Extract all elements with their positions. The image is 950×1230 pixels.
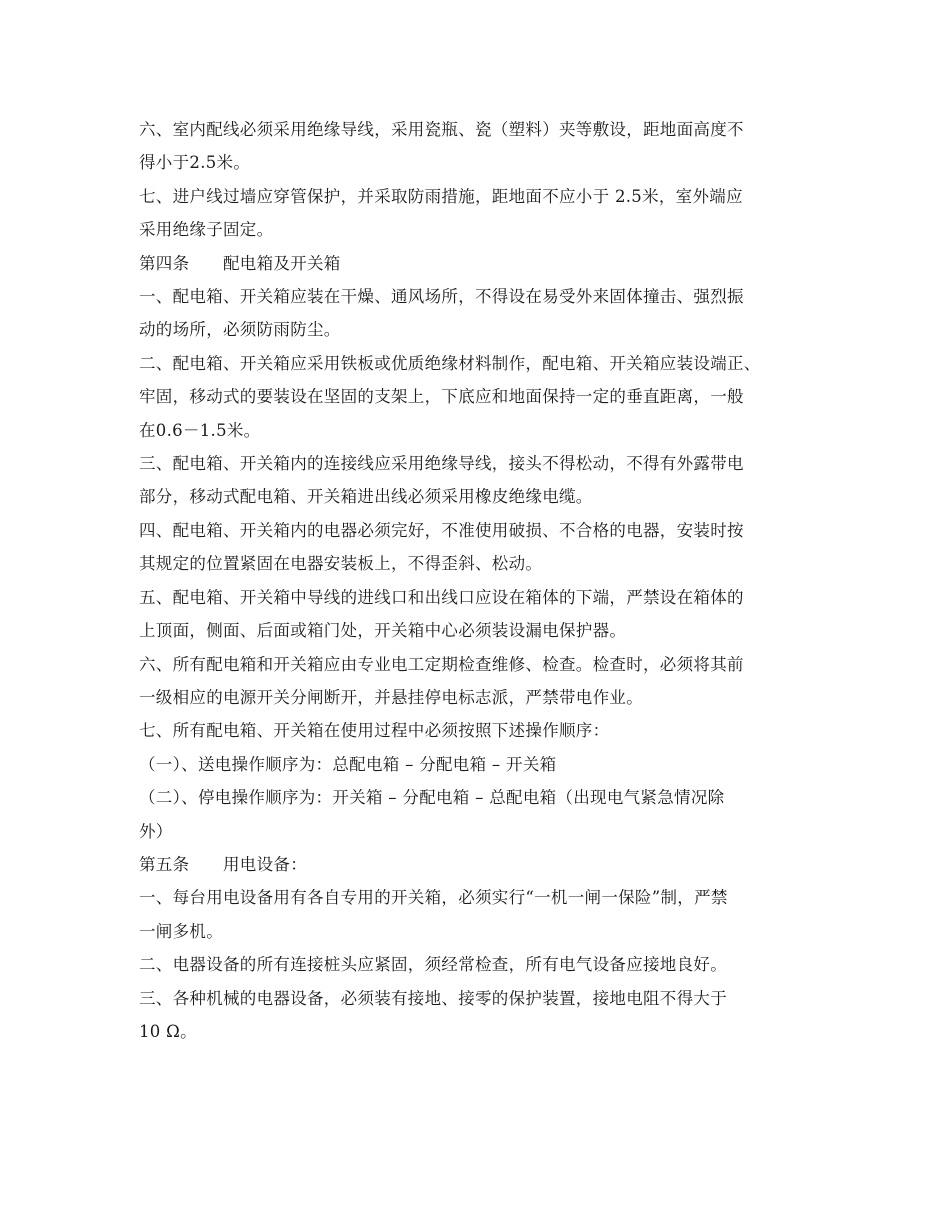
text-line: 一、配电箱、开关箱应装在干燥、通风场所，不得设在易受外来固体撞击、强烈振 xyxy=(139,287,744,307)
text-line: 二、电器设备的所有连接桩头应紧固，须经常检查，所有电气设备应接地良好。 xyxy=(139,955,727,975)
text-line: 一闸多机。 xyxy=(139,921,223,941)
document-body xyxy=(139,113,819,1048)
text-line: 外） xyxy=(139,821,173,841)
text-line: 一级相应的电源开关分闸断开，并悬挂停电标志派，严禁带电作业。 xyxy=(139,687,643,707)
text-line: 五、配电箱、开关箱中导线的进线口和出线口应设在箱体的下端，严禁设在箱体的 xyxy=(139,587,744,607)
section-heading: 第五条 用电设备： xyxy=(139,854,307,874)
text-line: 动的场所，必须防雨防尘。 xyxy=(139,320,341,340)
text-line: （二）、停电操作顺序为：开关箱 – 分配电箱 – 总配电箱（出现电气紧急情况除 xyxy=(139,788,725,808)
text-line: 三、配电箱、开关箱内的连接线应采用绝缘导线，接头不得松动，不得有外露带电 xyxy=(139,454,744,474)
text-line: （一）、送电操作顺序为：总配电箱 – 分配电箱 – 开关箱 xyxy=(139,754,557,774)
text-line: 六、室内配线必须采用绝缘导线，采用瓷瓶、瓷（塑料）夹等敷设，距地面高度不 xyxy=(139,120,744,139)
text-line: 上顶面，侧面、后面或箱门处，开关箱中心必须装设漏电保护器。 xyxy=(139,621,627,641)
text-line: 在0.6－1.5米。 xyxy=(139,420,261,440)
section-heading: 第四条 配电箱及开关箱 xyxy=(139,253,341,273)
text-line: 四、配电箱、开关箱内的电器必须完好，不准使用破损、不合格的电器，安装时按 xyxy=(139,520,744,540)
text-line: 采用绝缘子固定。 xyxy=(139,220,274,240)
text-line: 得小于2.5米。 xyxy=(139,153,251,173)
text-line: 三、各种机械的电器设备，必须装有接地、接零的保护装置，接地电阻不得大于 xyxy=(139,988,727,1008)
text-line: 七、所有配电箱、开关箱在使用过程中必须按照下述操作顺序： xyxy=(139,721,610,741)
text-line: 牢固，移动式的要装设在坚固的支架上，下底应和地面保持一定的垂直距离，一般 xyxy=(139,387,744,407)
text-line: 二、配电箱、开关箱应采用铁板或优质绝缘材料制作，配电箱、开关箱应装设端正、 xyxy=(139,353,761,373)
text-line: 部分，移动式配电箱、开关箱进出线必须采用橡皮绝缘电缆。 xyxy=(139,487,593,507)
text-line: 六、所有配电箱和开关箱应由专业电工定期检查维修、检查。检查时，必须将其前 xyxy=(139,654,744,674)
text-line: 10 Ω。 xyxy=(139,1021,197,1041)
text-line: 一、每台用电设备用有各自专用的开关箱，必须实行“一机一闸一保险”制，严禁 xyxy=(139,888,728,908)
text-line: 七、进户线过墙应穿管保护，并采取防雨措施，距地面不应小于 2.5米，室外端应 xyxy=(139,186,743,206)
text-line: 其规定的位置紧固在电器安装板上，不得歪斜、松动。 xyxy=(139,554,543,574)
